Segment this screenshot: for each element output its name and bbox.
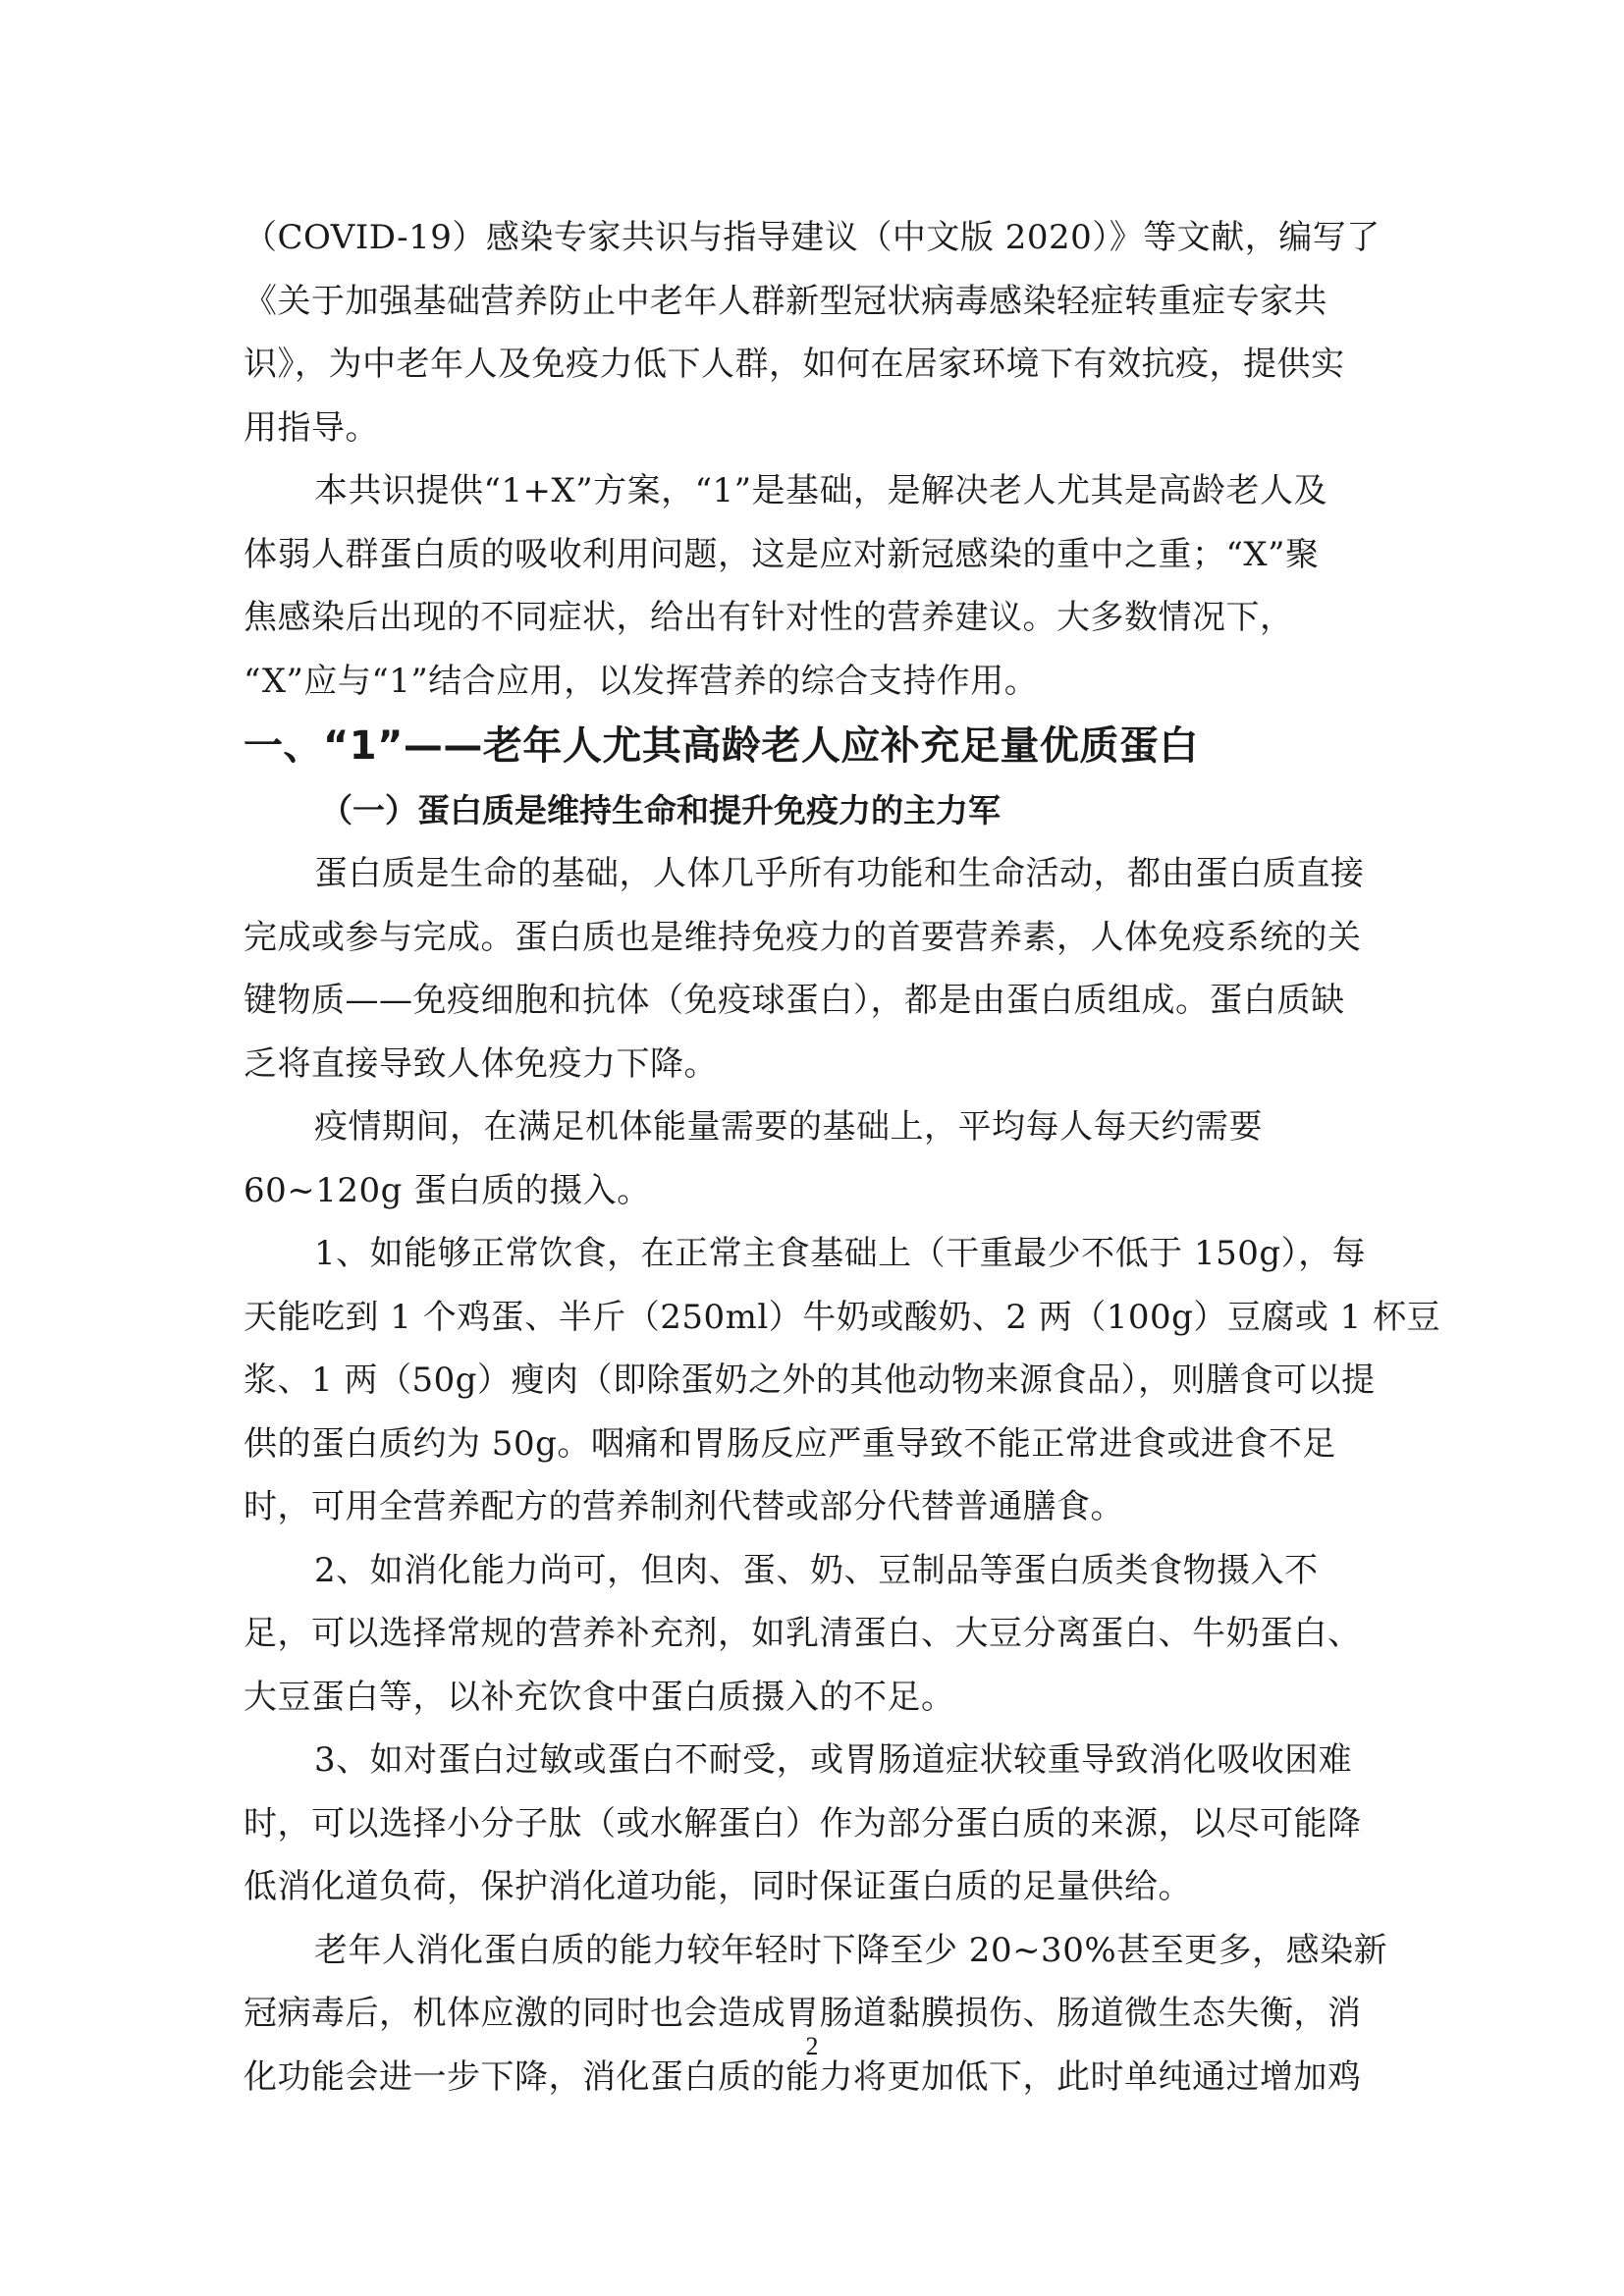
elderly-paragraph — [244, 1919, 1388, 2109]
list-item — [244, 1539, 1382, 1730]
text-line: “X”应与“1”结合应用，以发挥营养的综合支持作用。 — [244, 661, 1039, 701]
document-body — [244, 206, 1441, 2109]
text-line: 完成或参与完成。蛋白质也是维持免疫力的首要营养素，人体免疫系统的关 — [244, 917, 1362, 957]
text-line: 键物质——免疫细胞和抗体（免疫球蛋白），都是由蛋白质组成。蛋白质缺 — [244, 981, 1345, 1020]
text-line: 时，可以选择小分子肽（或水解蛋白）作为部分蛋白质的来源，以尽可能降 — [244, 1803, 1362, 1843]
list-item — [244, 1222, 1441, 1539]
section-heading: 一、“1”——老年人尤其高龄老人应补充足量优质蛋白 — [244, 723, 1199, 769]
text-line: 疫情期间，在满足机体能量需要的基础上，平均每人每天约需要 — [314, 1107, 1263, 1147]
text-line: 乏将直接导致人体免疫力下降。 — [244, 1043, 718, 1084]
text-line: 供的蛋白质约为 50g。咽痛和胃肠反应严重导致不能正常进食或进食不足 — [244, 1423, 1336, 1464]
text-line: 老年人消化蛋白质的能力较年轻时下降至少 20~30%甚至更多，感染新 — [314, 1930, 1388, 1970]
text-line: 蛋白质是生命的基础，人体几乎所有功能和生命活动，都由蛋白质直接 — [314, 854, 1365, 893]
text-line: 足，可以选择常规的营养补充剂，如乳清蛋白、大豆分离蛋白、牛奶蛋白、 — [244, 1614, 1362, 1653]
text-line: 焦感染后出现的不同症状，给出有针对性的营养建议。大多数情况下， — [244, 598, 1294, 637]
subsection-heading: （一）蛋白质是维持生命和提升免疫力的主力军 — [320, 791, 1001, 829]
protein-paragraph — [244, 842, 1382, 1095]
list-item — [244, 1729, 1382, 1919]
text-line: 化功能会进一步下降，消化蛋白质的能力将更加低下，此时单纯通过增加鸡 — [244, 2056, 1362, 2097]
intro-paragraph — [244, 206, 1382, 459]
text-line: （COVID-19）感染专家共识与指导建议（中文版 2020）》等文献，编写了 — [244, 218, 1380, 257]
text-line: 低消化道负荷，保护消化道功能，同时保证蛋白质的足量供给。 — [244, 1867, 1192, 1906]
text-line: 大豆蛋白等，以补充饮食中蛋白质摄入的不足。 — [244, 1677, 955, 1717]
text-line: 本共识提供“1+X”方案，“1”是基础，是解决老人尤其是高龄老人及 — [314, 471, 1327, 510]
text-line: 3、如对蛋白过敏或蛋白不耐受，或胃肠道症状较重导致消化吸收困难 — [314, 1740, 1353, 1780]
text-line: 《关于加强基础营养防止中老年人群新型冠状病毒感染轻症转重症专家共 — [244, 281, 1327, 321]
text-line: 体弱人群蛋白质的吸收利用问题，这是应对新冠感染的重中之重；“X”聚 — [244, 534, 1320, 574]
text-line: 冠病毒后，机体应激的同时也会造成胃肠道黏膜损伤、肠道微生态失衡，消 — [244, 1994, 1362, 2033]
text-line: 识》，为中老年人及免疫力低下人群，如何在居家环境下有效抗疫，提供实 — [244, 345, 1345, 384]
text-line: 天能吃到 1 个鸡蛋、半斤（250ml）牛奶或酸奶、2 两（100g）豆腐或 1 杯豆 — [244, 1297, 1441, 1337]
scheme-paragraph — [244, 459, 1382, 713]
text-line: 2、如消化能力尚可，但肉、蛋、奶、豆制品等蛋白质类食物摄入不 — [314, 1550, 1319, 1590]
text-line: 浆、1 两（50g）瘦肉（即除蛋奶之外的其他动物来源食品），则膳食可以提 — [244, 1361, 1376, 1400]
intake-paragraph — [244, 1095, 1382, 1222]
page-number: 2 — [805, 2032, 819, 2060]
text-line: 1、如能够正常饮食，在正常主食基础上（干重最少不低于 150g），每 — [314, 1234, 1367, 1273]
text-line: 时，可用全营养配方的营养制剂代替或部分代替普通膳食。 — [244, 1487, 1124, 1526]
text-line: 60~120g 蛋白质的摄入。 — [244, 1170, 651, 1210]
text-line: 用指导。 — [244, 407, 379, 448]
